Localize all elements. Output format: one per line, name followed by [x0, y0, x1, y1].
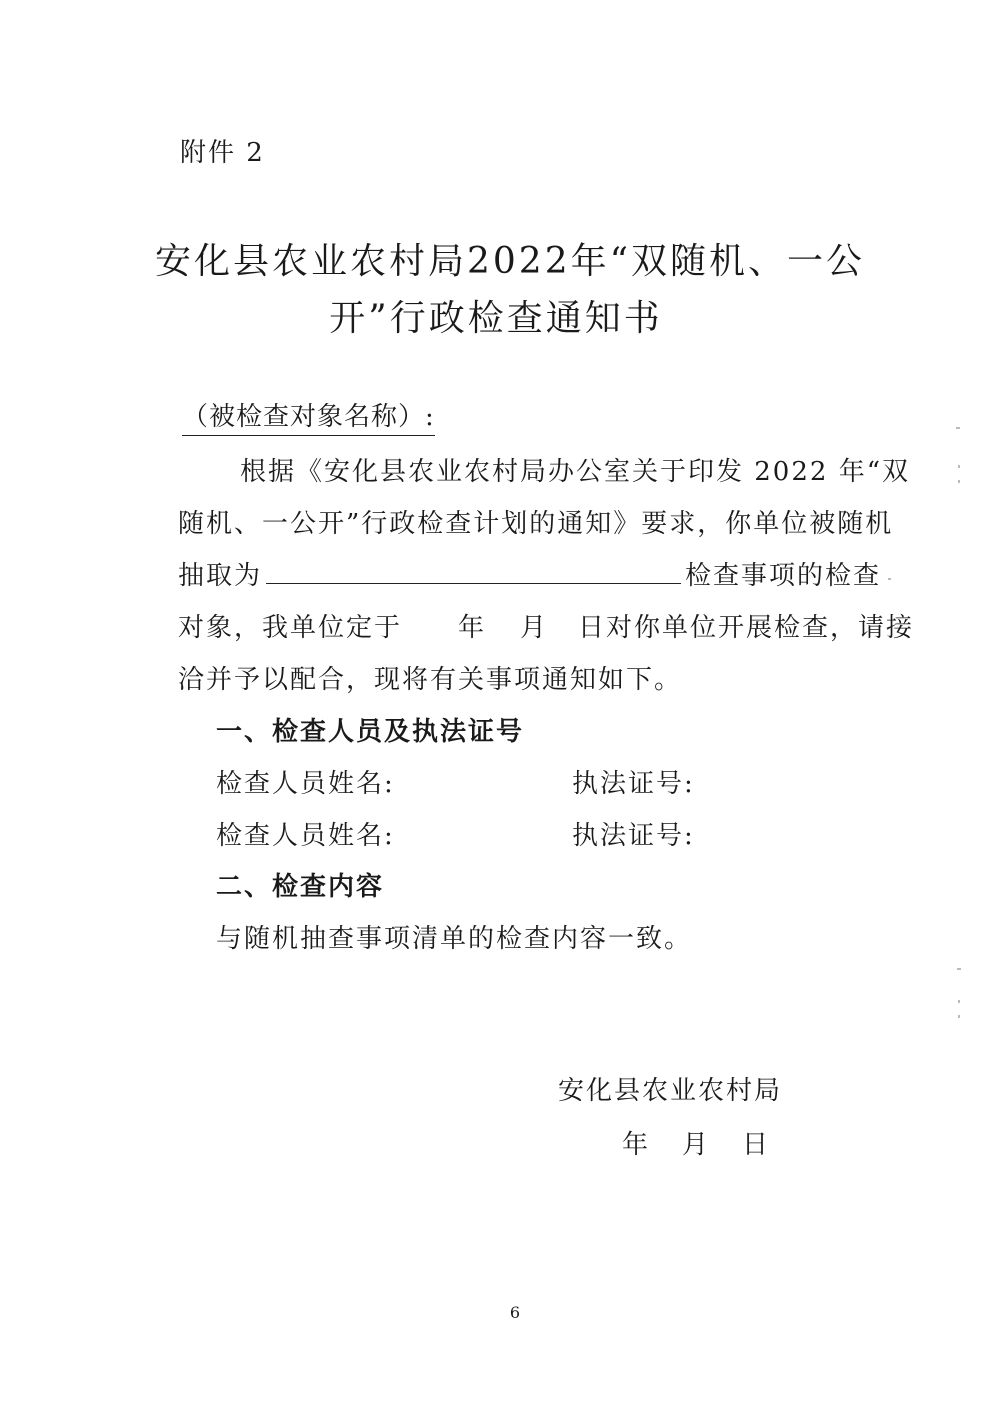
inspector-name-label: 检查人员姓名:: [216, 821, 395, 851]
scan-artifact: [958, 480, 960, 483]
paragraph-line-1: 根据《安化县农业农村局办公室关于印发 2022 年“双: [240, 457, 910, 487]
inspection-item-blank: [266, 563, 681, 584]
cert-number-label: 执法证号:: [572, 769, 695, 799]
addressee-field: （被检查对象名称）:: [182, 396, 435, 436]
scan-artifact: [958, 1015, 960, 1018]
document-title-line-1: 安化县农业农村局2022年“双随机、一公: [154, 241, 866, 282]
paragraph-line-4: [178, 607, 914, 644]
cert-number-label: 执法证号:: [572, 821, 695, 851]
section-2-heading: 二、检查内容: [216, 872, 385, 902]
paragraph-line-3-prefix: 抽取为: [178, 561, 263, 591]
scan-artifact: [888, 578, 891, 580]
attachment-label: 附件 2: [180, 138, 265, 168]
issue-date-year: 年: [622, 1130, 649, 1160]
issue-date-month: 月: [682, 1130, 709, 1160]
paragraph-line-4-rest: 日对你单位开展检查，请接: [578, 613, 915, 643]
inspector-name-label: 检查人员姓名:: [216, 769, 395, 799]
paragraph-line-4-a: 对象，我单位定于: [178, 613, 403, 643]
page-number: 6: [509, 1303, 521, 1322]
section-2-content: 与随机抽查事项清单的检查内容一致。: [216, 924, 693, 954]
paragraph-line-2: 随机、一公开”行政检查计划的通知》要求，你单位被随机: [178, 509, 894, 539]
document-title-line-2: 开”行政检查通知书: [329, 298, 663, 339]
issue-date-day: 日: [742, 1130, 769, 1160]
scan-artifact: [958, 1000, 960, 1003]
issuer-name: 安化县农业农村局: [558, 1076, 783, 1106]
issue-date: [622, 1124, 768, 1161]
scan-artifact: [956, 427, 960, 429]
paragraph-line-5: 洽并予以配合，现将有关事项通知如下。: [178, 665, 683, 695]
section-1-heading: 一、检查人员及执法证号: [216, 717, 525, 747]
date-month-label: 月: [520, 613, 549, 643]
paragraph-line-3-suffix: 检查事项的检查: [685, 561, 882, 591]
date-year-label: 年: [458, 613, 487, 643]
paragraph-line-3: [178, 555, 881, 592]
scan-artifact: [958, 465, 960, 468]
scan-artifact: [957, 968, 961, 970]
